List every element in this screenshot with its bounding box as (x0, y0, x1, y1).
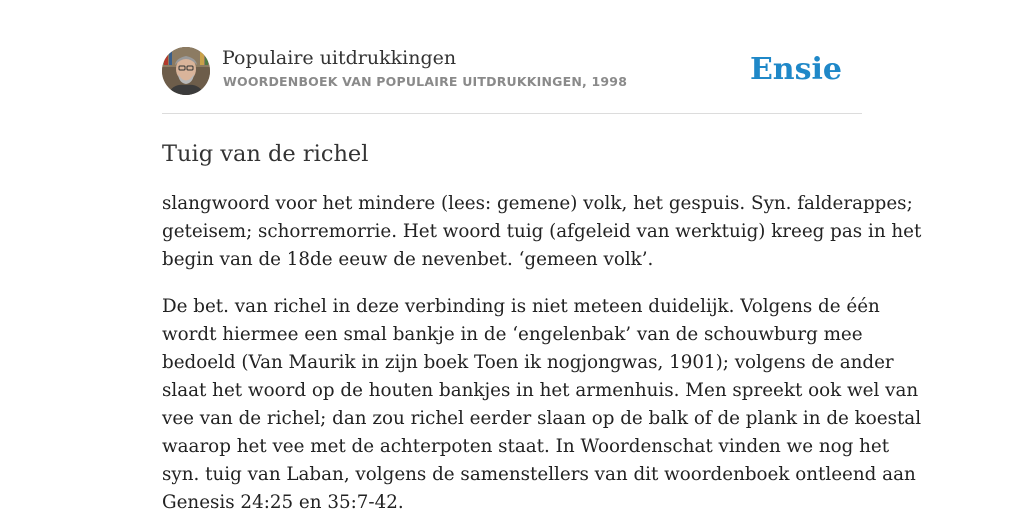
paragraph-line: syn. tuig van Laban, volgens de samenstellers van dit woordenboek ontleend aan (162, 464, 916, 485)
source-title[interactable]: Populaire uitdrukkingen (222, 47, 457, 69)
entry-title: Tuig van de richel (162, 141, 369, 167)
paragraph-line: slaat het woord op de houten bankjes in het armenhuis. Men spreekt ook wel van (162, 380, 919, 401)
paragraph-line: waarop het vee met de achterpoten staat. In Woordenschat vinden we nog het (162, 436, 890, 457)
entry-paragraph (162, 190, 922, 274)
paragraph-line: De bet. van richel in deze verbinding is niet meteen duidelijk. Volgens de één (162, 296, 880, 317)
paragraph-line: vee van de richel; dan zou richel eerder slaan op de balk of de plank in de koestal (162, 408, 922, 429)
author-portrait-icon[interactable] (162, 47, 210, 95)
source-header (162, 44, 862, 114)
paragraph-line: wordt hiermee een smal bankje in de ‘engelenbak’ van de schouwburg mee (162, 324, 863, 345)
paragraph-line: slangwoord voor het mindere (lees: gemene) volk, het gespuis. Syn. falderappes; (162, 193, 913, 214)
paragraph-line: begin van de 18de eeuw de nevenbet. ‘gemeen volk’. (162, 249, 654, 270)
ensie-logo-link[interactable]: Ensie (749, 52, 842, 87)
source-subtitle: WOORDENBOEK VAN POPULAIRE UITDRUKKINGEN, 1998 (223, 74, 628, 89)
paragraph-line: bedoeld (Van Maurik in zijn boek Toen ik nogjongwas, 1901); volgens de ander (162, 352, 894, 373)
paragraph-line: Genesis 24:25 en 35:7-42. (162, 492, 404, 512)
entry-paragraph (162, 293, 922, 512)
entry-card (162, 44, 922, 512)
paragraph-line: geteisem; schorremorrie. Het woord tuig (afgeleid van werktuig) kreeg pas in het (162, 221, 922, 242)
